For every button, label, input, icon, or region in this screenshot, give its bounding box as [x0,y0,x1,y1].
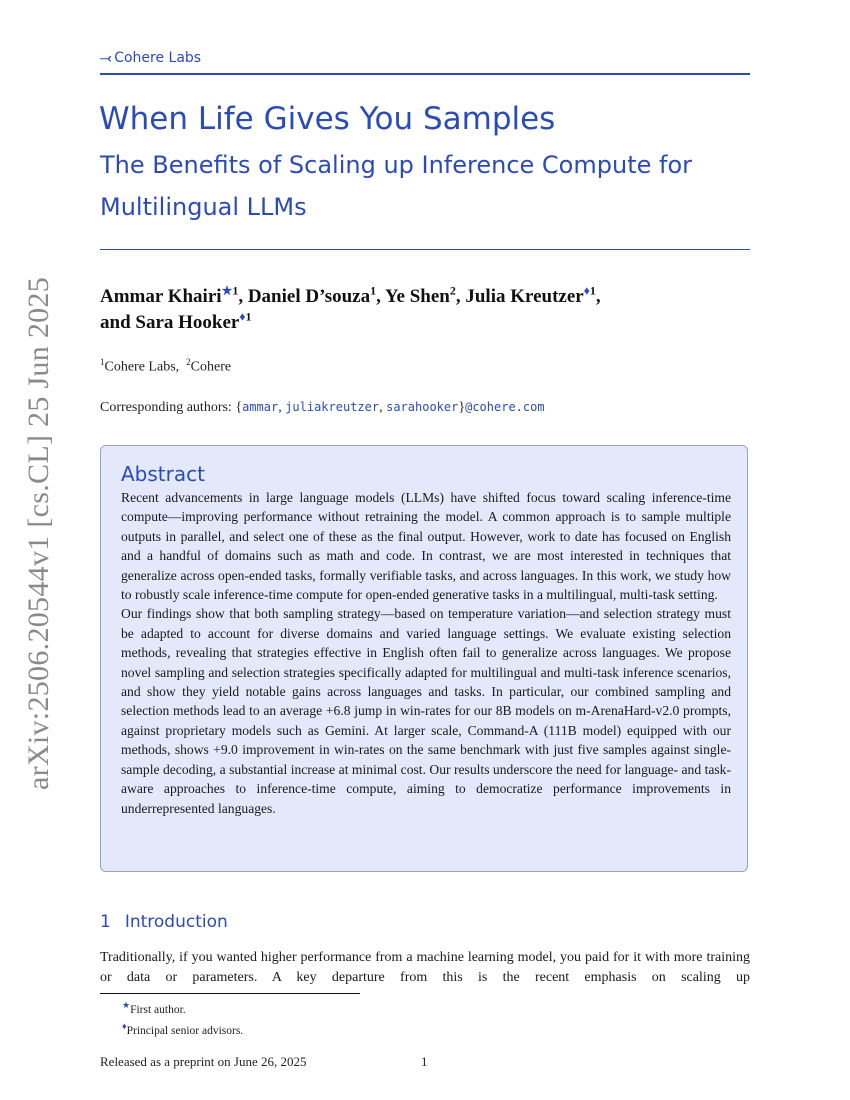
author: Ye Shen$^2$, [384,283,466,307]
abstract-box [100,445,748,872]
author-list [100,284,760,336]
introduction-text: Traditionally, if you wanted higher performance from a machine learning model, you paid for it with more training or data or parameters. A key departure from this is the recent emphasis on scaling up [100,950,750,985]
footnote-divider [100,993,360,994]
diamond-icon: ♦ [239,309,246,324]
email-link-sarahooker[interactable]: sarahooker [386,400,459,414]
arxiv-identifier-stamp: arXiv:2506.20544v1 [cs.CL] 25 Jun 2025 [22,276,55,790]
release-note: Released as a preprint on June 26, 2025 [100,1054,307,1069]
paper-title: When Life Gives You Samples [99,101,556,137]
brand-header [100,50,201,66]
section-heading-introduction: 1 Introduction [100,912,228,932]
author: Daniel D’souza$^1$, [247,283,385,307]
abstract-body [121,488,731,818]
affiliations: $^1$Cohere Labs, $^2$Cohere [100,357,232,375]
author: and Sara Hooker$^{♦1}$ [100,309,252,333]
diamond-icon: ♦ [583,283,590,298]
footnotes [122,997,243,1039]
email-domain: @cohere.com [465,400,545,414]
footnote: ★First author. [122,1000,186,1016]
email-link-ammar[interactable]: ammar [242,400,279,414]
brand-name: Cohere Labs [114,50,202,66]
header-divider [100,73,750,75]
corresponding-authors: Corresponding authors: {ammar, juliakreutzer, sarahooker}@cohere.com [100,400,545,415]
abstract-heading: Abstract [121,462,205,486]
abstract-paragraph: Recent advancements in large language models (LLMs) have shifted focus toward scaling inference-time compute—improving performance without retraining the model. A common approach is to sample multiple outputs in parallel, and select one of these as the final output. However, work to date has focused on English and a handful of domains such as math and code. In contrast, we are most interested in techniques that generalize across open-ended tasks, formally verifiable tasks, and across languages. In this work, we study how to robustly scale inference-time compute for open-ended generative tasks in a multilingual, multi-task setting. [121,490,731,603]
author: Julia Kreutzer$^{♦1}$, [465,283,601,307]
title-divider [100,249,750,250]
email-link-juliakreutzer[interactable]: juliakreutzer [285,400,380,414]
page-number: 1 [421,1054,428,1069]
diamond-icon: ♦ [122,1020,127,1031]
abstract-paragraph: Our findings show that both sampling strategy—based on temperature variation—and selection strategy must be adapted to account for diverse domains and varied language settings. We evaluate existing selection methods, revealing that strategies effective in English often fail to generalize across languages. We propose novel sampling and selection strategies specifically adapted for multilingual and multi-task inference scenarios, and show they yield notable gains across languages and tasks. In particular, our combined sampling and selection methods lead to an average +6.8 jump in win-rates for our 8B models on m-ArenaHard-v2.0 prompts, against proprietary models such as Gemini. At larger scale, Command-A (111B model) equipped with our methods, shows +9.0 improvement in win-rates on the same benchmark with just five samples against single-sample decoding, a substantial increase at minimal cost. Our results underscore the need for language- and task-aware approaches to inference-time compute, aiming to democratize performance improvements in underrepresented languages. [121,606,731,816]
author: Ammar Khairi$^{★1}$, [100,283,248,307]
star-icon: ★ [221,283,233,298]
footnote: ♦Principal senior advisors. [122,1020,244,1037]
cohere-logo-icon: ⤙ [100,50,112,66]
star-icon: ★ [122,1000,131,1010]
paper-subtitle: The Benefits of Scaling up Inference Compute for Multilingual LLMs [100,151,692,221]
